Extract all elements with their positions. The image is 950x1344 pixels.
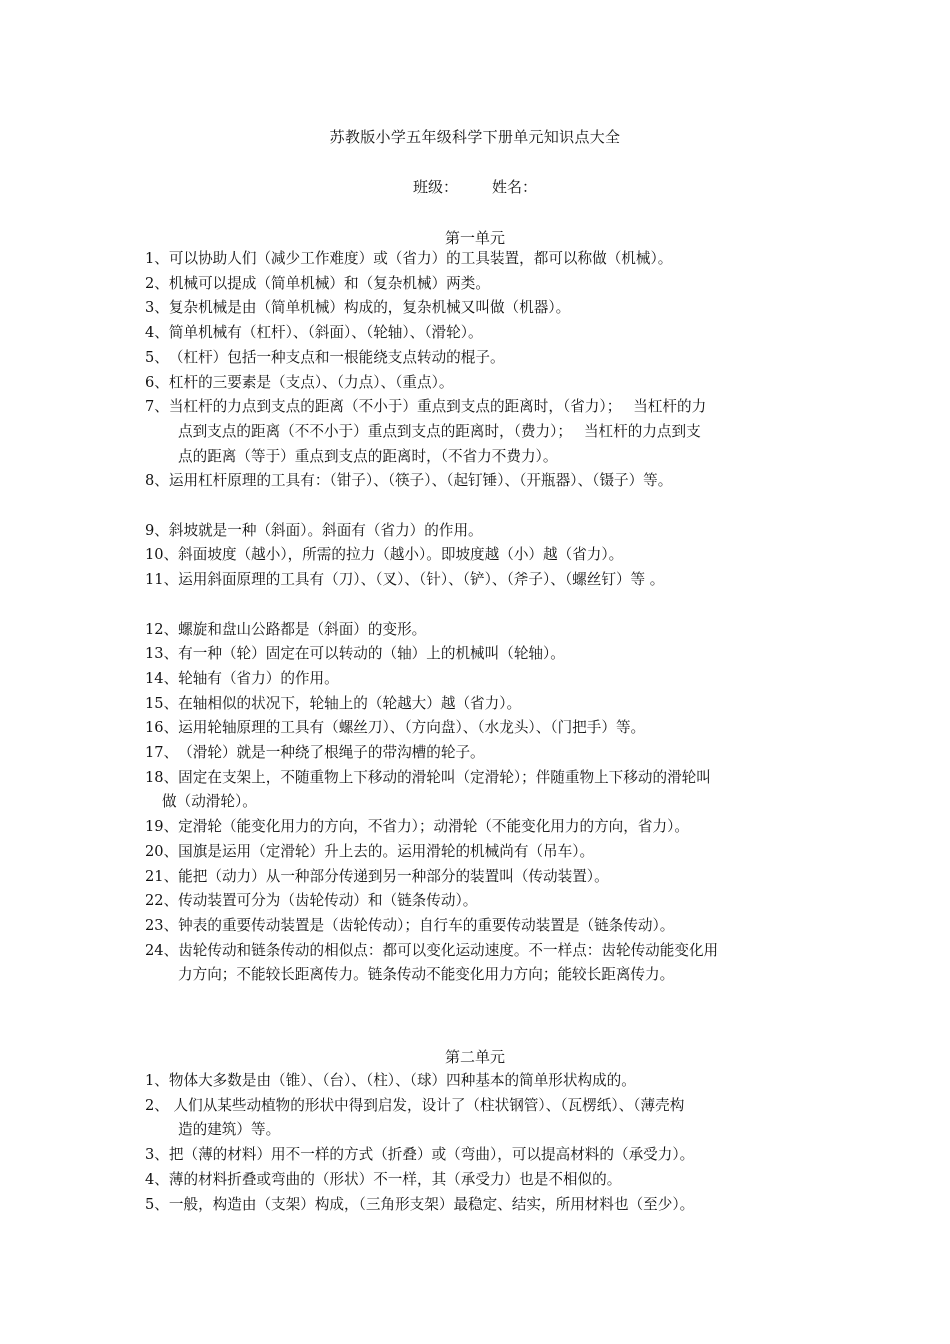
list-item: 3、 把（薄的材料）用不一样的方式（折叠）或（弯曲），可以提高材料的（承受力）。 [145, 1146, 695, 1164]
list-item: 22、 传动装置可分为（齿轮传动）和（链条传动）。 [145, 892, 478, 910]
class-name-line [0, 175, 950, 199]
unit1-list [145, 247, 825, 988]
unit1-heading: 第一单元 [444, 229, 505, 247]
list-item: 1、 可以协助人们（减少工作难度）或（省力）的工具装置，都可以称做（机械）。 [145, 250, 673, 267]
list-item: 24、齿轮传动和链条传动的相似点：都可以变化运动速度。不一样点：齿轮传动能变化用 力方向；不能较长距离传力。链条传动不能变化用力方向；能较长距离传力。 [145, 941, 719, 984]
list-item: 14、 轮轴有（省力）的作用。 [145, 669, 339, 687]
list-item: 19、 定滑轮（能变化用力的方向，不省力）；动滑轮（不能变化用力的方向，省力）。 [145, 818, 689, 836]
name-label: 姓名： [492, 178, 538, 196]
list-item: 2、 机械可以提成（简单机械）和（复杂机械）两类。 [145, 274, 490, 292]
unit2-heading: 第二单元 [444, 1048, 505, 1066]
list-item: 15、 在轴相似的状况下，轮轴上的（轮越大）越（省力）。 [145, 694, 522, 712]
list-item: 4、 薄的材料折叠或弯曲的（形状）不一样，其（承受力）也是不相似的。 [145, 1170, 622, 1188]
list-item: 12、 螺旋和盘山公路都是（斜面）的变形。 [145, 620, 427, 638]
list-item: 17、 （滑轮）就是一种绕了根绳子的带沟槽的轮子。 [145, 744, 485, 762]
list-item: 1、 物体大多数是由（锥）、（台）、（柱）、（球）四种基本的简单形状构成的。 [145, 1072, 636, 1089]
list-item: 18、固定在支架上，不随重物上下移动的滑轮叫（定滑轮）；伴随重物上下移动的滑轮叫 做（动滑轮）。 [145, 768, 711, 811]
class-label: 班级： [412, 178, 458, 196]
unit2-list [145, 1069, 825, 1217]
list-item: 21、 能把（动力）从一种部分传递到另一种部分的装置叫（传动装置）。 [145, 867, 609, 885]
document-title: 苏教版小学五年级科学下册单元知识点大全 [329, 128, 621, 146]
list-item: 23、 钟表的重要传动装置是（齿轮传动）；自行车的重要传动装置是（链条传动）。 [145, 916, 675, 934]
list-item: 9、 斜坡就是一种（斜面）。斜面有（省力）的作用。 [145, 521, 483, 539]
list-item: 5、 一般，构造由（支架）构成，（三角形支架）最稳定、结实，所用材料也（至少）。 [145, 1195, 695, 1213]
list-item: 10、 斜面坡度（越小），所需的拉力（越小）。即坡度越（小）越（省力）。 [145, 546, 624, 564]
list-item: 13、 有一种（轮）固定在可以转动的（轴）上的机械叫（轮轴）。 [145, 645, 565, 663]
list-item: 4、 简单机械有（杠杆）、（斜面）、（轮轴）、（滑轮）。 [145, 324, 483, 342]
list-item: 16、 运用轮轴原理的工具有（螺丝刀）、（方向盘）、（水龙头）、（门把手）等。 [145, 719, 646, 737]
list-item: 2、 人们从某些动植物的形状中得到启发，设计了（柱状钢管）、（瓦楞纸）、（薄壳构 造的建筑）等。 [145, 1096, 685, 1139]
list-item: 8、 运用杠杆原理的工具有：（钳子）、（筷子）、（起钉锤）、（开瓶器）、（镊子）等。 [145, 472, 673, 490]
list-item: 20、 国旗是运用（定滑轮）升上去的。运用滑轮的机械尚有（吊车）。 [145, 842, 595, 860]
list-item: 3、 复杂机械是由（简单机械）构成的，复杂机械又叫做（机器）。 [145, 299, 571, 317]
list-item: 6、 杠杆的三要素是（支点）、（力点）、（重点）。 [145, 373, 454, 391]
list-item: 11、 运用斜面原理的工具有（刀）、（叉）、（针）、（铲）、（斧子）、（螺丝钉）等 。 [145, 571, 665, 589]
list-item: 7、当杠杆的力点到支点的距离（不小于）重点到支点的距离时，（省力）； 当杠杆的力 点到支点的距离（不不小于）重点到支点的距离时，（费力）； 当杠杆的力点到支 点的距离（等于）重点到支点的距离时，（不省力不费力）。 [145, 398, 707, 465]
list-item: 5、 （杠杆）包括一种支点和一根能绕支点转动的棍子。 [145, 348, 505, 366]
